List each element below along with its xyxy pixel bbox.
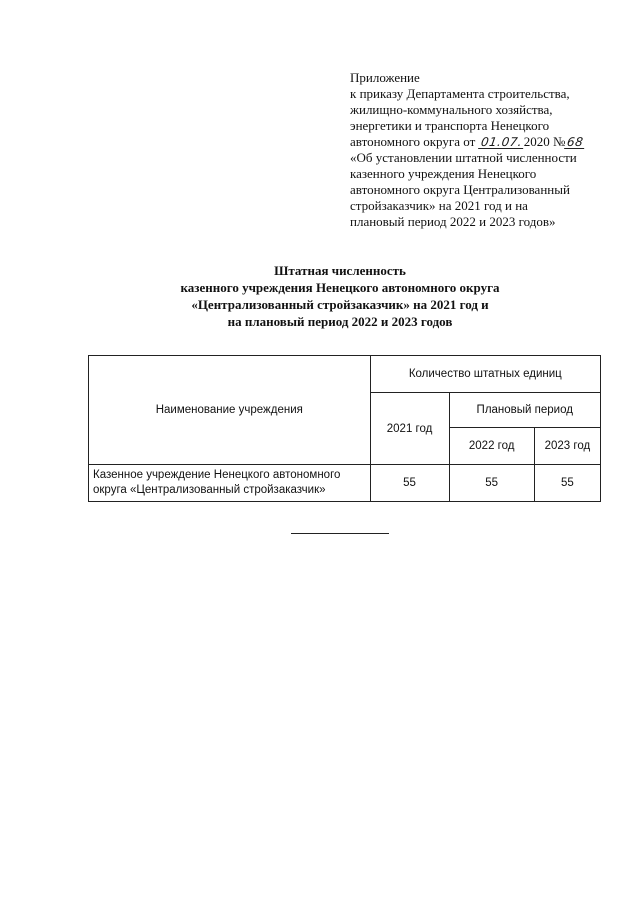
value-2023-cell: 55	[534, 465, 600, 502]
appendix-block	[350, 70, 620, 230]
order-title-line: автономного округа Централизованный	[350, 182, 570, 197]
staff-table	[88, 355, 601, 502]
document-title	[120, 262, 560, 330]
value-2021-cell: 55	[370, 465, 449, 502]
header-staff-count: Количество штатных единиц	[370, 356, 600, 393]
appendix-line: к приказу Департамента строительства,	[350, 86, 570, 101]
date-prefix: автономного округа от	[350, 134, 479, 149]
title-line: казенного учреждения Ненецкого автономного округа	[180, 280, 500, 295]
appendix-line: Приложение	[350, 70, 420, 85]
order-title-line: стройзаказчик» на 2021 год и на	[350, 198, 528, 213]
table-header-row	[89, 356, 601, 393]
title-line: Штатная численность	[274, 263, 406, 278]
appendix-line: энергетики и транспорта Ненецкого	[350, 118, 550, 133]
institution-name-cell: Казенное учреждение Ненецкого автономного округа «Централизованный стройзаказчик»	[89, 465, 371, 502]
title-line: «Централизованный стройзаказчик» на 2021 год и	[191, 297, 489, 312]
header-year-2021: 2021 год	[370, 393, 449, 465]
order-title-line: казенного учреждения Ненецкого	[350, 166, 537, 181]
title-line: на плановый период 2022 и 2023 годов	[227, 314, 453, 329]
value-2022-cell: 55	[449, 465, 534, 502]
header-year-2022: 2022 год	[449, 428, 534, 465]
order-title-line: «Об установлении штатной численности	[350, 150, 577, 165]
appendix-date-line	[350, 134, 620, 150]
handwritten-date: 01.07.	[479, 135, 523, 149]
header-institution-name: Наименование учреждения	[89, 356, 371, 465]
closing-divider	[291, 533, 389, 534]
header-year-2023: 2023 год	[534, 428, 600, 465]
table-row	[89, 465, 601, 502]
appendix-line: жилищно-коммунального хозяйства,	[350, 102, 553, 117]
date-year: 2020 №	[523, 134, 566, 149]
header-planning-period: Плановый период	[449, 393, 600, 428]
order-title-line: плановый период 2022 и 2023 годов»	[350, 214, 556, 229]
handwritten-number: 68	[566, 135, 585, 149]
